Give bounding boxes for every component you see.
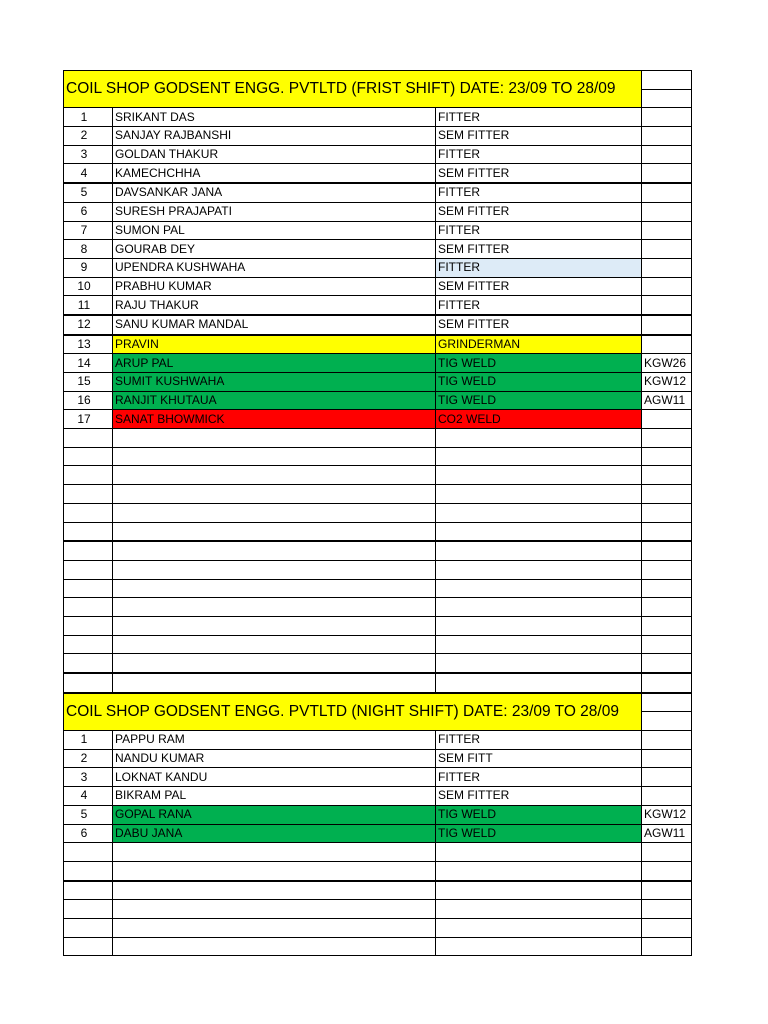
employee-code[interactable] — [642, 635, 692, 654]
table-row — [64, 410, 692, 429]
employee-role[interactable] — [436, 579, 642, 598]
row-number[interactable]: 17 — [64, 410, 113, 429]
table-row — [64, 354, 692, 373]
employee-code[interactable] — [642, 164, 692, 183]
employee-name[interactable] — [113, 447, 436, 466]
row-number[interactable]: 5 — [64, 183, 113, 202]
employee-code[interactable] — [642, 541, 692, 560]
empty-row — [64, 541, 692, 560]
employee-code[interactable] — [642, 277, 692, 296]
employee-name[interactable]: PRABHU KUMAR — [113, 277, 436, 296]
title-code-cell[interactable] — [642, 693, 692, 712]
row-number[interactable] — [64, 429, 113, 448]
employee-name[interactable] — [113, 654, 436, 673]
row-number[interactable] — [64, 861, 113, 880]
employee-code[interactable] — [642, 918, 692, 937]
empty-row — [64, 560, 692, 579]
employee-role[interactable] — [436, 918, 642, 937]
employee-code[interactable] — [642, 579, 692, 598]
employee-code[interactable] — [642, 881, 692, 900]
employee-role[interactable]: SEM FITTER — [436, 277, 642, 296]
row-number[interactable] — [64, 635, 113, 654]
title-code-cell[interactable] — [642, 71, 692, 90]
first-shift-title-row — [64, 71, 692, 90]
employee-role[interactable]: TIG WELD — [436, 391, 642, 410]
employee-name[interactable] — [113, 429, 436, 448]
employee-role[interactable] — [436, 900, 642, 919]
row-number[interactable] — [64, 598, 113, 617]
row-number[interactable]: 8 — [64, 240, 113, 259]
row-number[interactable] — [64, 881, 113, 900]
employee-code[interactable] — [642, 503, 692, 522]
employee-name[interactable]: SANU KUMAR MANDAL — [113, 315, 436, 335]
employee-name[interactable] — [113, 937, 436, 956]
table-row — [64, 127, 692, 146]
row-number[interactable]: 12 — [64, 315, 113, 335]
row-number[interactable] — [64, 541, 113, 560]
employee-role[interactable]: GRINDERMAN — [436, 335, 642, 354]
employee-code[interactable]: AGW11 — [642, 391, 692, 410]
night-shift-title: COIL SHOP GODSENT ENGG. PVTLTD (NIGHT SHIFT) DATE: 23/09 TO 28/09 — [64, 693, 642, 731]
employee-name[interactable]: GOPAL RANA — [113, 805, 436, 824]
empty-row — [64, 503, 692, 522]
employee-role[interactable]: SEM FITTER — [436, 240, 642, 259]
employee-name[interactable] — [113, 560, 436, 579]
employee-code[interactable] — [642, 560, 692, 579]
employee-code[interactable] — [642, 749, 692, 768]
empty-row — [64, 447, 692, 466]
row-number[interactable]: 15 — [64, 373, 113, 392]
employee-role[interactable]: SEM FITTER — [436, 164, 642, 183]
employee-code[interactable] — [642, 485, 692, 504]
table-row — [64, 391, 692, 410]
employee-name[interactable]: GOLDAN THAKUR — [113, 145, 436, 164]
table-row — [64, 749, 692, 768]
table-row — [64, 768, 692, 787]
employee-role[interactable] — [436, 560, 642, 579]
row-number[interactable]: 2 — [64, 749, 113, 768]
table-row — [64, 258, 692, 277]
table-row — [64, 164, 692, 183]
employee-role[interactable] — [436, 598, 642, 617]
employee-name[interactable] — [113, 635, 436, 654]
shift-table-body — [64, 71, 692, 956]
employee-name[interactable]: BIKRAM PAL — [113, 787, 436, 806]
employee-name[interactable]: GOURAB DEY — [113, 240, 436, 259]
empty-row — [64, 843, 692, 862]
row-number[interactable] — [64, 937, 113, 956]
employee-code[interactable] — [642, 522, 692, 541]
empty-row — [64, 861, 692, 880]
table-row — [64, 315, 692, 335]
title-code-cell[interactable] — [642, 89, 692, 108]
row-number[interactable]: 16 — [64, 391, 113, 410]
employee-role[interactable]: TIG WELD — [436, 824, 642, 843]
employee-role[interactable]: SEM FITT — [436, 749, 642, 768]
employee-role[interactable] — [436, 522, 642, 541]
employee-code[interactable] — [642, 466, 692, 485]
employee-role[interactable]: FITTER — [436, 258, 642, 277]
employee-code[interactable]: KGW12 — [642, 373, 692, 392]
table-row — [64, 145, 692, 164]
employee-name[interactable]: PRAVIN — [113, 335, 436, 354]
employee-role[interactable] — [436, 937, 642, 956]
row-number[interactable]: 3 — [64, 768, 113, 787]
employee-code[interactable]: AGW11 — [642, 824, 692, 843]
employee-name[interactable]: SURESH PRAJAPATI — [113, 202, 436, 221]
employee-code[interactable]: KGW26 — [642, 354, 692, 373]
employee-code[interactable] — [642, 429, 692, 448]
row-number[interactable]: 7 — [64, 221, 113, 240]
row-number[interactable]: 6 — [64, 202, 113, 221]
empty-row — [64, 466, 692, 485]
employee-role[interactable] — [436, 447, 642, 466]
employee-code[interactable] — [642, 183, 692, 202]
employee-role[interactable] — [436, 616, 642, 635]
employee-name[interactable] — [113, 861, 436, 880]
table-row — [64, 202, 692, 221]
row-number[interactable] — [64, 447, 113, 466]
employee-role[interactable]: CO2 WELD — [436, 410, 642, 429]
empty-row — [64, 881, 692, 900]
employee-code[interactable] — [642, 202, 692, 221]
employee-name[interactable] — [113, 522, 436, 541]
employee-name[interactable]: KAMECHCHHA — [113, 164, 436, 183]
employee-role[interactable] — [436, 861, 642, 880]
spreadsheet — [63, 70, 691, 956]
table-row — [64, 335, 692, 354]
row-number[interactable] — [64, 900, 113, 919]
employee-name[interactable]: DABU JANA — [113, 824, 436, 843]
table-row — [64, 787, 692, 806]
employee-code[interactable] — [642, 861, 692, 880]
table-row — [64, 824, 692, 843]
title-code-cell[interactable] — [642, 712, 692, 731]
employee-code[interactable] — [642, 108, 692, 127]
table-row — [64, 277, 692, 296]
row-number[interactable]: 13 — [64, 335, 113, 354]
table-row — [64, 108, 692, 127]
row-number[interactable]: 2 — [64, 127, 113, 146]
empty-row — [64, 616, 692, 635]
employee-code[interactable] — [642, 768, 692, 787]
employee-name[interactable] — [113, 485, 436, 504]
employee-code[interactable] — [642, 731, 692, 750]
row-number[interactable]: 1 — [64, 731, 113, 750]
table-row — [64, 240, 692, 259]
table-row — [64, 221, 692, 240]
empty-row — [64, 485, 692, 504]
employee-name[interactable]: SUMON PAL — [113, 221, 436, 240]
row-number[interactable]: 3 — [64, 145, 113, 164]
row-number[interactable] — [64, 503, 113, 522]
row-number[interactable]: 10 — [64, 277, 113, 296]
employee-name[interactable]: SANJAY RAJBANSHI — [113, 127, 436, 146]
empty-row — [64, 918, 692, 937]
row-number[interactable]: 14 — [64, 354, 113, 373]
empty-row — [64, 429, 692, 448]
empty-row — [64, 900, 692, 919]
row-number[interactable]: 9 — [64, 258, 113, 277]
employee-role[interactable]: FITTER — [436, 768, 642, 787]
employee-role[interactable]: FITTER — [436, 221, 642, 240]
table-row — [64, 805, 692, 824]
table-row — [64, 183, 692, 202]
employee-code[interactable] — [642, 335, 692, 354]
employee-code[interactable] — [642, 221, 692, 240]
employee-code[interactable] — [642, 315, 692, 335]
employee-role[interactable] — [436, 673, 642, 693]
employee-name[interactable]: UPENDRA KUSHWAHA — [113, 258, 436, 277]
employee-role[interactable]: FITTER — [436, 145, 642, 164]
row-number[interactable] — [64, 579, 113, 598]
employee-name[interactable]: SRIKANT DAS — [113, 108, 436, 127]
employee-code[interactable] — [642, 258, 692, 277]
row-number[interactable]: 5 — [64, 805, 113, 824]
employee-code[interactable] — [642, 673, 692, 693]
employee-name[interactable]: DAVSANKAR JANA — [113, 183, 436, 202]
employee-code[interactable] — [642, 937, 692, 956]
employee-role[interactable]: FITTER — [436, 731, 642, 750]
employee-role[interactable]: FITTER — [436, 183, 642, 202]
employee-name[interactable] — [113, 843, 436, 862]
employee-code[interactable] — [642, 900, 692, 919]
employee-role[interactable] — [436, 466, 642, 485]
empty-row — [64, 654, 692, 673]
employee-name[interactable] — [113, 918, 436, 937]
empty-row — [64, 937, 692, 956]
employee-code[interactable] — [642, 240, 692, 259]
employee-name[interactable]: RANJIT KHUTAUA — [113, 391, 436, 410]
employee-name[interactable]: PAPPU RAM — [113, 731, 436, 750]
row-number[interactable] — [64, 466, 113, 485]
employee-role[interactable] — [436, 881, 642, 900]
employee-role[interactable]: SEM FITTER — [436, 127, 642, 146]
row-number[interactable]: 4 — [64, 787, 113, 806]
employee-code[interactable] — [642, 127, 692, 146]
employee-role[interactable] — [436, 635, 642, 654]
row-number[interactable] — [64, 673, 113, 693]
empty-row — [64, 635, 692, 654]
row-number[interactable] — [64, 654, 113, 673]
employee-name[interactable]: ARUP PAL — [113, 354, 436, 373]
employee-code[interactable] — [642, 787, 692, 806]
employee-role[interactable]: SEM FITTER — [436, 787, 642, 806]
empty-row — [64, 579, 692, 598]
row-number[interactable]: 1 — [64, 108, 113, 127]
employee-name[interactable] — [113, 466, 436, 485]
employee-code[interactable] — [642, 145, 692, 164]
row-number[interactable] — [64, 522, 113, 541]
employee-name[interactable]: SANAT BHOWMICK — [113, 410, 436, 429]
employee-name[interactable] — [113, 598, 436, 617]
employee-role[interactable] — [436, 541, 642, 560]
employee-name[interactable] — [113, 900, 436, 919]
row-number[interactable]: 11 — [64, 296, 113, 315]
employee-role[interactable] — [436, 485, 642, 504]
employee-role[interactable]: TIG WELD — [436, 373, 642, 392]
employee-role[interactable]: FITTER — [436, 296, 642, 315]
employee-name[interactable] — [113, 503, 436, 522]
employee-code[interactable]: KGW12 — [642, 805, 692, 824]
employee-code[interactable] — [642, 598, 692, 617]
table-row — [64, 731, 692, 750]
row-number[interactable]: 4 — [64, 164, 113, 183]
empty-row — [64, 522, 692, 541]
employee-name[interactable]: NANDU KUMAR — [113, 749, 436, 768]
row-number[interactable] — [64, 616, 113, 635]
employee-name[interactable] — [113, 673, 436, 693]
employee-code[interactable] — [642, 843, 692, 862]
employee-name[interactable] — [113, 541, 436, 560]
employee-name[interactable] — [113, 616, 436, 635]
row-number[interactable] — [64, 843, 113, 862]
employee-role[interactable]: SEM FITTER — [436, 202, 642, 221]
employee-name[interactable]: RAJU THAKUR — [113, 296, 436, 315]
employee-role[interactable]: TIG WELD — [436, 805, 642, 824]
table-row — [64, 373, 692, 392]
employee-role[interactable]: TIG WELD — [436, 354, 642, 373]
employee-code[interactable] — [642, 447, 692, 466]
empty-row — [64, 673, 692, 693]
employee-role[interactable] — [436, 654, 642, 673]
row-number[interactable] — [64, 918, 113, 937]
employee-name[interactable] — [113, 579, 436, 598]
empty-row — [64, 598, 692, 617]
employee-code[interactable] — [642, 616, 692, 635]
employee-code[interactable] — [642, 296, 692, 315]
row-number[interactable] — [64, 560, 113, 579]
employee-name[interactable]: SUMIT KUSHWAHA — [113, 373, 436, 392]
employee-code[interactable] — [642, 410, 692, 429]
table-row — [64, 296, 692, 315]
shift-table — [63, 70, 692, 956]
employee-role[interactable]: SEM FITTER — [436, 315, 642, 335]
employee-role[interactable] — [436, 843, 642, 862]
first-shift-title: COIL SHOP GODSENT ENGG. PVTLTD (FRIST SHIFT) DATE: 23/09 TO 28/09 — [64, 71, 642, 108]
night-shift-title-row — [64, 693, 692, 712]
employee-name[interactable]: LOKNAT KANDU — [113, 768, 436, 787]
employee-code[interactable] — [642, 654, 692, 673]
employee-name[interactable] — [113, 881, 436, 900]
employee-role[interactable] — [436, 429, 642, 448]
employee-role[interactable] — [436, 503, 642, 522]
row-number[interactable]: 6 — [64, 824, 113, 843]
row-number[interactable] — [64, 485, 113, 504]
employee-role[interactable]: FITTER — [436, 108, 642, 127]
